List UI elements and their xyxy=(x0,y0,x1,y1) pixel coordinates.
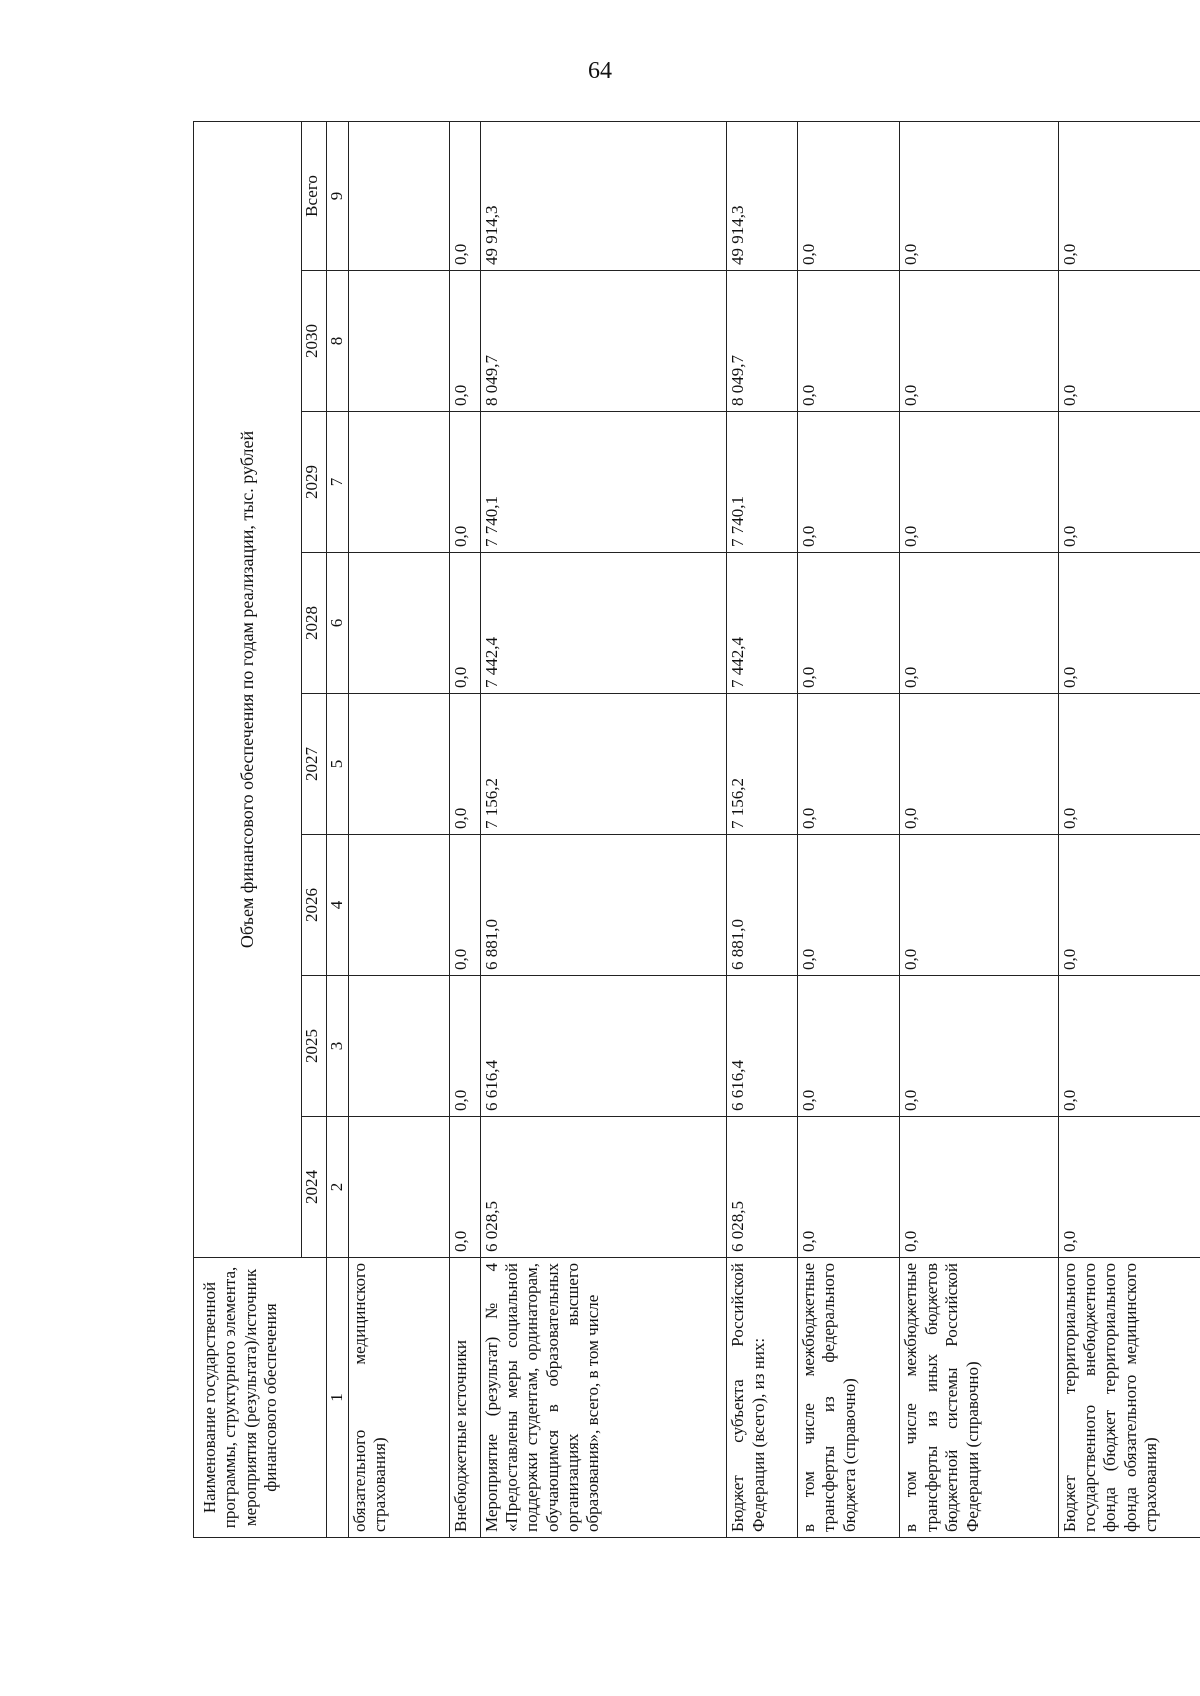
row-value: 0,0 xyxy=(1058,976,1200,1117)
row-value: 0,0 xyxy=(900,553,1058,694)
row-value xyxy=(349,976,450,1117)
column-number: 3 xyxy=(327,976,349,1117)
financing-table xyxy=(193,121,1200,1538)
year-header: 2026 xyxy=(302,835,327,976)
row-value: 6 616,4 xyxy=(480,976,727,1117)
column-number: 6 xyxy=(327,553,349,694)
row-name: Бюджет территориального государственного внебюджетного фонда (бюджет территориального фонда обязательного медицинского страхования) xyxy=(1058,1258,1200,1538)
row-value: 49 914,3 xyxy=(480,121,727,270)
table-row xyxy=(900,121,1058,1537)
row-value: 7 740,1 xyxy=(727,412,798,553)
year-header: 2025 xyxy=(302,976,327,1117)
column-number: 8 xyxy=(327,271,349,412)
row-value: 0,0 xyxy=(450,835,480,976)
row-value: 0,0 xyxy=(1058,412,1200,553)
row-value: 7 442,4 xyxy=(727,553,798,694)
row-value: 49 914,3 xyxy=(727,121,798,270)
row-value: 0,0 xyxy=(900,271,1058,412)
row-value xyxy=(349,271,450,412)
row-value xyxy=(349,1117,450,1258)
year-header: Всего xyxy=(302,121,327,270)
row-value: 0,0 xyxy=(797,121,899,270)
column-number: 9 xyxy=(327,121,349,270)
row-name: Бюджет субъекта Российской Федерации (всего), из них: xyxy=(727,1258,798,1538)
row-value: 6 028,5 xyxy=(480,1117,727,1258)
row-value: 0,0 xyxy=(900,976,1058,1117)
table-row xyxy=(1058,121,1200,1537)
row-value: 0,0 xyxy=(450,271,480,412)
row-value: 0,0 xyxy=(1058,271,1200,412)
row-value: 7 156,2 xyxy=(727,694,798,835)
rotated-table-frame xyxy=(193,122,1200,1538)
row-value: 0,0 xyxy=(450,694,480,835)
header-row-column-numbers xyxy=(327,121,349,1537)
row-value xyxy=(349,835,450,976)
row-value: 8 049,7 xyxy=(480,271,727,412)
row-name: в том числе межбюджетные трансферты из иных бюджетов бюджетной системы Российской Федерации (справочно) xyxy=(900,1258,1058,1538)
column-number: 1 xyxy=(327,1258,349,1538)
row-value xyxy=(349,121,450,270)
row-name: Внебюджетные источники xyxy=(450,1258,480,1538)
row-value: 7 442,4 xyxy=(480,553,727,694)
year-header: 2028 xyxy=(302,553,327,694)
year-header: 2030 xyxy=(302,271,327,412)
row-value: 0,0 xyxy=(797,694,899,835)
financing-table-container xyxy=(193,122,1200,1538)
row-value: 0,0 xyxy=(1058,694,1200,835)
row-value: 0,0 xyxy=(797,553,899,694)
year-header: 2029 xyxy=(302,412,327,553)
column-number: 7 xyxy=(327,412,349,553)
row-value: 0,0 xyxy=(900,121,1058,270)
row-value: 0,0 xyxy=(797,1117,899,1258)
row-value: 8 049,7 xyxy=(727,271,798,412)
row-value xyxy=(349,412,450,553)
row-value: 0,0 xyxy=(900,694,1058,835)
column-number: 2 xyxy=(327,1117,349,1258)
row-value: 0,0 xyxy=(450,976,480,1117)
row-value: 0,0 xyxy=(450,412,480,553)
row-value: 0,0 xyxy=(1058,1117,1200,1258)
row-value: 0,0 xyxy=(900,412,1058,553)
table-row xyxy=(349,121,450,1537)
table-row xyxy=(480,121,727,1537)
header-row-group xyxy=(194,121,302,1537)
row-value: 0,0 xyxy=(797,412,899,553)
row-value: 7 156,2 xyxy=(480,694,727,835)
row-value: 0,0 xyxy=(900,835,1058,976)
row-value: 6 028,5 xyxy=(727,1117,798,1258)
column-number: 4 xyxy=(327,835,349,976)
row-value: 0,0 xyxy=(797,976,899,1117)
row-value: 0,0 xyxy=(450,121,480,270)
year-header: 2027 xyxy=(302,694,327,835)
table-row xyxy=(797,121,899,1537)
row-value: 0,0 xyxy=(797,271,899,412)
row-value: 6 881,0 xyxy=(480,835,727,976)
row-value: 0,0 xyxy=(1058,835,1200,976)
financing-group-header: Объем финансового обеспечения по годам реализации, тыс. рублей xyxy=(194,121,302,1257)
row-name: Мероприятие (результат) № 4 «Предоставлены меры социальной поддержки студентам, ординаторам, обучающимся в образовательных организациях высшего образования», всего, в том числе xyxy=(480,1258,727,1538)
row-value xyxy=(349,553,450,694)
row-value: 7 740,1 xyxy=(480,412,727,553)
row-value: 0,0 xyxy=(1058,121,1200,270)
row-value: 6 616,4 xyxy=(727,976,798,1117)
row-value: 0,0 xyxy=(797,835,899,976)
row-name: обязательного медицинского страхования) xyxy=(349,1258,450,1538)
page-number: 64 xyxy=(588,58,612,84)
row-value: 0,0 xyxy=(900,1117,1058,1258)
name-column-header: Наименование государственной программы, структурного элемента, мероприятия (результата)/источник финансового обеспечения xyxy=(194,1258,327,1538)
row-value: 6 881,0 xyxy=(727,835,798,976)
row-value xyxy=(349,694,450,835)
row-value: 0,0 xyxy=(1058,553,1200,694)
row-name: в том числе межбюджетные трансферты из федерального бюджета (справочно) xyxy=(797,1258,899,1538)
row-value: 0,0 xyxy=(450,1117,480,1258)
table-row xyxy=(727,121,798,1537)
table-row xyxy=(450,121,480,1537)
column-number: 5 xyxy=(327,694,349,835)
year-header: 2024 xyxy=(302,1117,327,1258)
row-value: 0,0 xyxy=(450,553,480,694)
